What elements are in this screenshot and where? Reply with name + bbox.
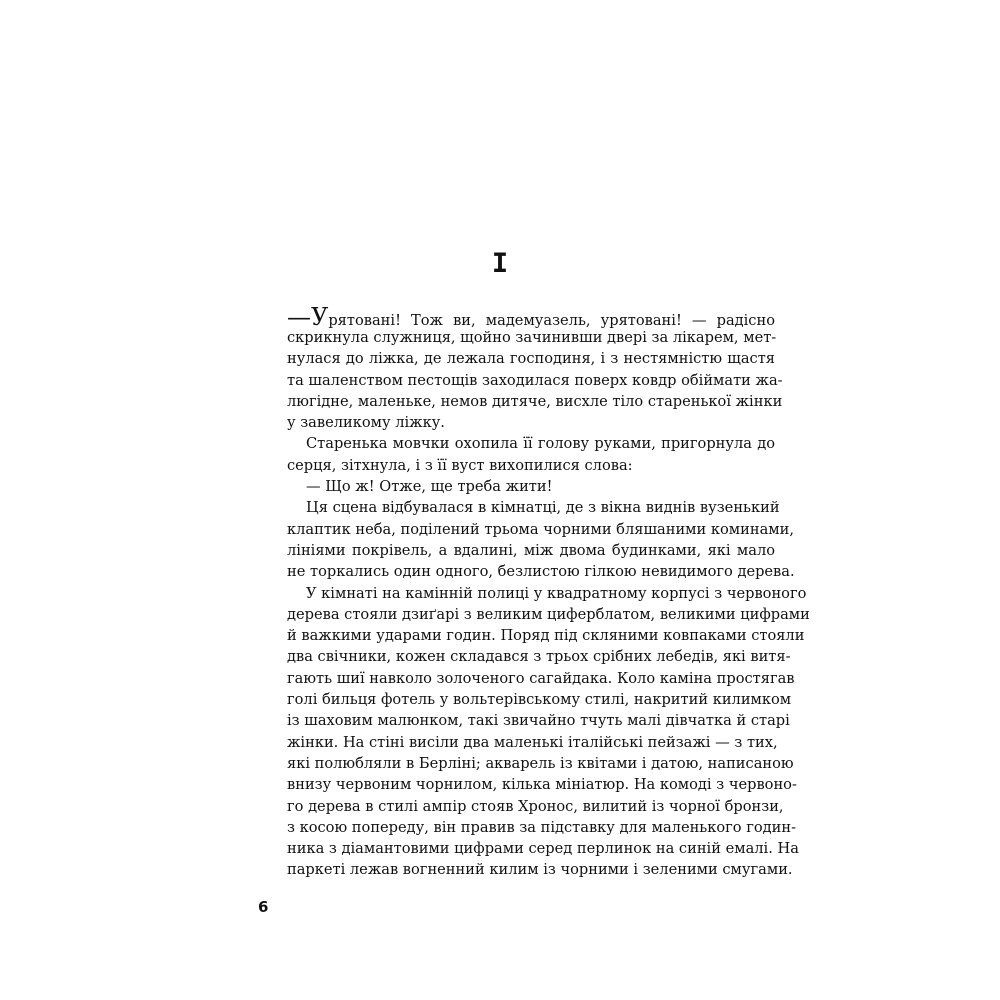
text-line-17: два свічники, кожен складався з трьох срібних лебедів, які витя-	[287, 648, 791, 666]
text-line-23: внизу червоним чорнилом, кілька мініатюр. На комоді з червоно-	[287, 776, 797, 794]
text-line-9: — Що ж! Отже, ще треба жити!	[306, 478, 553, 496]
text-line-1: —Урятовані! Тож ви, мадемуазель, урятовані! — радісно	[287, 303, 775, 331]
text-line-24: го дерева в стилі ампір стояв Хронос, вилитий із чорної бронзи,	[287, 797, 784, 815]
text-line-26: ника з діамантовими цифрами серед перлинок на синій емалі. На	[287, 840, 799, 858]
text-line-3: нулася до ліжка, де лежала господиня, і з нестямністю щастя	[287, 350, 775, 368]
body-text	[287, 300, 810, 881]
drop-cap: —У	[287, 303, 329, 331]
text-line-10: Ця сцена відбувалася в кімнатці, де з вікна виднів вузенький	[306, 499, 780, 517]
text-line-15: дерева стояли дзиґарі з великим циферблатом, великими цифрами	[287, 605, 810, 623]
text-line-2: скрикнула служниця, щойно зачинивши двері за лікарем, мет-	[287, 329, 777, 346]
text-line-5: люгідне, маленьке, немов дитяче, висхле тіло старенької жінки	[287, 392, 783, 410]
text-line-7: Старенька мовчки охопила її голову руками, пригорнула до	[306, 435, 775, 453]
text-line-18: гають шиї навколо золоченого сагайдака. Коло каміна простягав	[287, 669, 795, 687]
text-line-11: клаптик неба, поділений трьома чорними бляшаними коминами,	[287, 520, 795, 538]
text-line-8: серця, зітхнула, і з її вуст вихопилися слова:	[287, 456, 633, 474]
page-number: 6	[258, 898, 269, 916]
text-line-4: та шаленством пестощів заходилася поверх ковдр обіймати жа-	[287, 371, 783, 389]
text-line-13: не торкались один одного, безлистою гілкою невидимого дерева.	[287, 563, 795, 581]
text-line-19: голі бильця фотель у вольтерівському стилі, накритий килимком	[287, 691, 792, 709]
text-line-20: із шаховим малюнком, такі звичайно тчуть малі дівчатка й старі	[287, 712, 790, 730]
text-line-12: лініями покрівель, а вдалині, між двома будинками, які мало	[287, 541, 775, 559]
chapter-number: I	[491, 248, 509, 279]
text-line-22: які полюбляли в Берліні; акварель із квітами і датою, написаною	[287, 754, 794, 772]
text-line-16: й важкими ударами годин. Поряд під скляними ковпаками стояли	[287, 627, 805, 645]
text-line-25: з косою попереду, він правив за підставку для маленького годин-	[287, 818, 797, 836]
text-line-21: жінки. На стіні висіли два маленькі італійські пейзажі — з тих,	[287, 733, 778, 751]
text-line-27: паркеті лежав вогненний килим із чорними і зеленими смугами.	[287, 861, 793, 879]
text-line-14: У кімнаті на камінній полиці у квадратному корпусі з червоного	[306, 584, 807, 602]
text-line-6: у завеликому ліжку.	[287, 414, 445, 432]
